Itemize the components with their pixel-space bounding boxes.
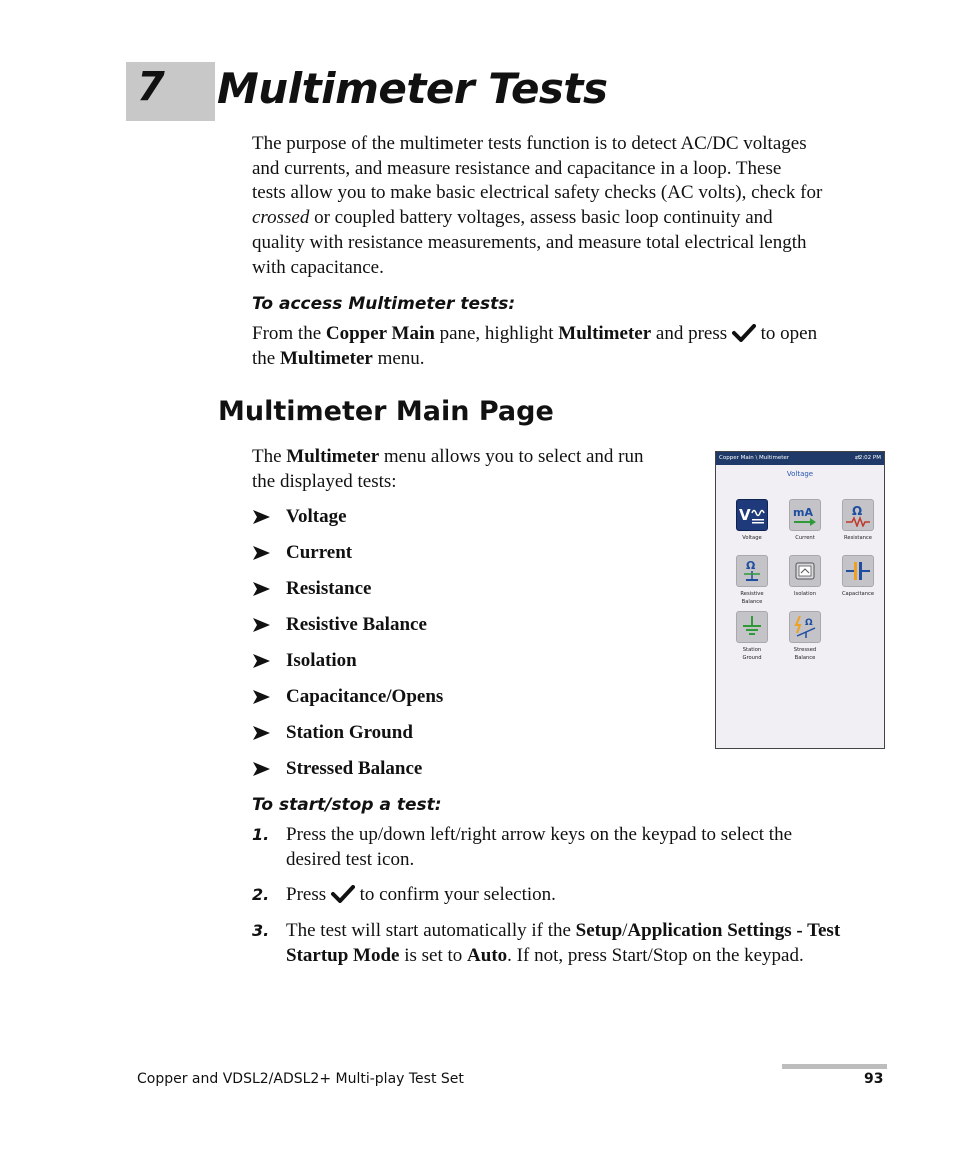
checkmark-icon — [331, 885, 355, 903]
sync-icon: ⇄ — [854, 454, 860, 461]
device-title-bar — [716, 452, 884, 465]
arrow-bullet-icon — [252, 618, 270, 632]
device-breadcrumb: Copper Main \ Multimeter — [719, 455, 790, 461]
tile-resistive-balance[interactable]: Ω Resistive Balance — [732, 555, 772, 606]
tile-capacitance[interactable]: Capacitance — [838, 555, 878, 599]
svg-text:mA: mA — [793, 506, 813, 519]
chapter-title: Multimeter Tests — [217, 64, 608, 113]
tile-station-ground[interactable]: Station Ground — [732, 611, 772, 662]
list-item: Isolation — [252, 649, 443, 685]
voltage-icon — [738, 503, 766, 527]
list-item: Capacitance/Opens — [252, 685, 443, 721]
tile-resistance[interactable]: Ω Resistance — [838, 499, 878, 543]
access-paragraph: From the Copper Main pane, highlight Multimeter and press to open the Multimeter menu. — [252, 323, 818, 369]
intro-line: with capacitance. — [252, 256, 384, 278]
emphasis-crossed: crossed — [252, 207, 310, 229]
access-heading: To access Multimeter tests: — [252, 294, 516, 314]
arrow-bullet-icon — [252, 726, 270, 740]
step-item: 2. Press to confirm your selection. — [252, 884, 556, 906]
tile-current[interactable]: mA Current — [785, 499, 825, 543]
device-screenshot — [715, 451, 885, 749]
station-ground-icon — [739, 614, 765, 640]
capacitance-icon — [844, 559, 872, 583]
intro-line: quality with resistance measurements, and measure total electrical length — [252, 231, 807, 253]
svg-text:Ω: Ω — [746, 559, 756, 572]
tile-voltage[interactable]: V Voltage — [732, 499, 772, 543]
intro-line: crossed or coupled battery voltages, assess basic loop continuity and — [252, 207, 773, 229]
arrow-bullet-icon — [252, 582, 270, 596]
stressed-balance-icon — [791, 614, 819, 640]
intro-line: and currents, and measure resistance and capacitance in a loop. These — [252, 157, 782, 179]
footer-title: Copper and VDSL2/ADSL2+ Multi-play Test Set — [137, 1071, 464, 1087]
start-stop-heading: To start/stop a test: — [252, 795, 442, 815]
chapter-number: 7 — [137, 64, 165, 110]
step-item: 1. Press the up/down left/right arrow keys on the keypad to select the desired test icon. — [252, 824, 793, 870]
checkmark-icon — [732, 324, 756, 342]
list-item: Resistive Balance — [252, 613, 443, 649]
test-list — [252, 505, 443, 793]
isolation-icon — [793, 560, 817, 582]
arrow-bullet-icon — [252, 510, 270, 524]
steps-list — [252, 823, 892, 980]
page-number: 93 — [864, 1071, 884, 1087]
tile-stressed-balance[interactable]: Ω Stressed Balance — [785, 611, 825, 662]
arrow-bullet-icon — [252, 762, 270, 776]
resistive-balance-icon — [738, 558, 766, 584]
intro-line: tests allow you to make basic electrical safety checks (AC volts), check for — [252, 182, 823, 204]
resistance-icon — [844, 503, 872, 527]
section-title: Multimeter Main Page — [218, 396, 554, 427]
arrow-bullet-icon — [252, 654, 270, 668]
list-item: Resistance — [252, 577, 443, 613]
svg-text:Ω: Ω — [852, 504, 863, 518]
arrow-bullet-icon — [252, 690, 270, 704]
svg-text:Ω: Ω — [805, 618, 813, 628]
device-clock: 2:02 PM — [858, 455, 881, 461]
svg-text:V: V — [739, 506, 751, 524]
list-item: Voltage — [252, 505, 443, 541]
intro-paragraph — [252, 132, 892, 280]
section-paragraph: The Multimeter menu allows you to select and run the displayed tests: — [252, 446, 644, 492]
intro-line: The purpose of the multimeter tests function is to detect AC/DC voltages — [252, 133, 807, 154]
device-selected-test: Voltage — [786, 470, 814, 478]
footer-rule — [782, 1064, 887, 1069]
arrow-bullet-icon — [252, 546, 270, 560]
list-item: Station Ground — [252, 721, 443, 757]
tile-isolation[interactable]: Isolation — [785, 555, 825, 599]
list-item: Stressed Balance — [252, 757, 443, 793]
list-item: Current — [252, 541, 443, 577]
step-item: 3. The test will start automatically if the Setup/Application Settings - Test Startup Mode is set to Auto. If not, press Start/Stop on the keypad. — [252, 920, 841, 966]
current-icon — [791, 503, 819, 527]
